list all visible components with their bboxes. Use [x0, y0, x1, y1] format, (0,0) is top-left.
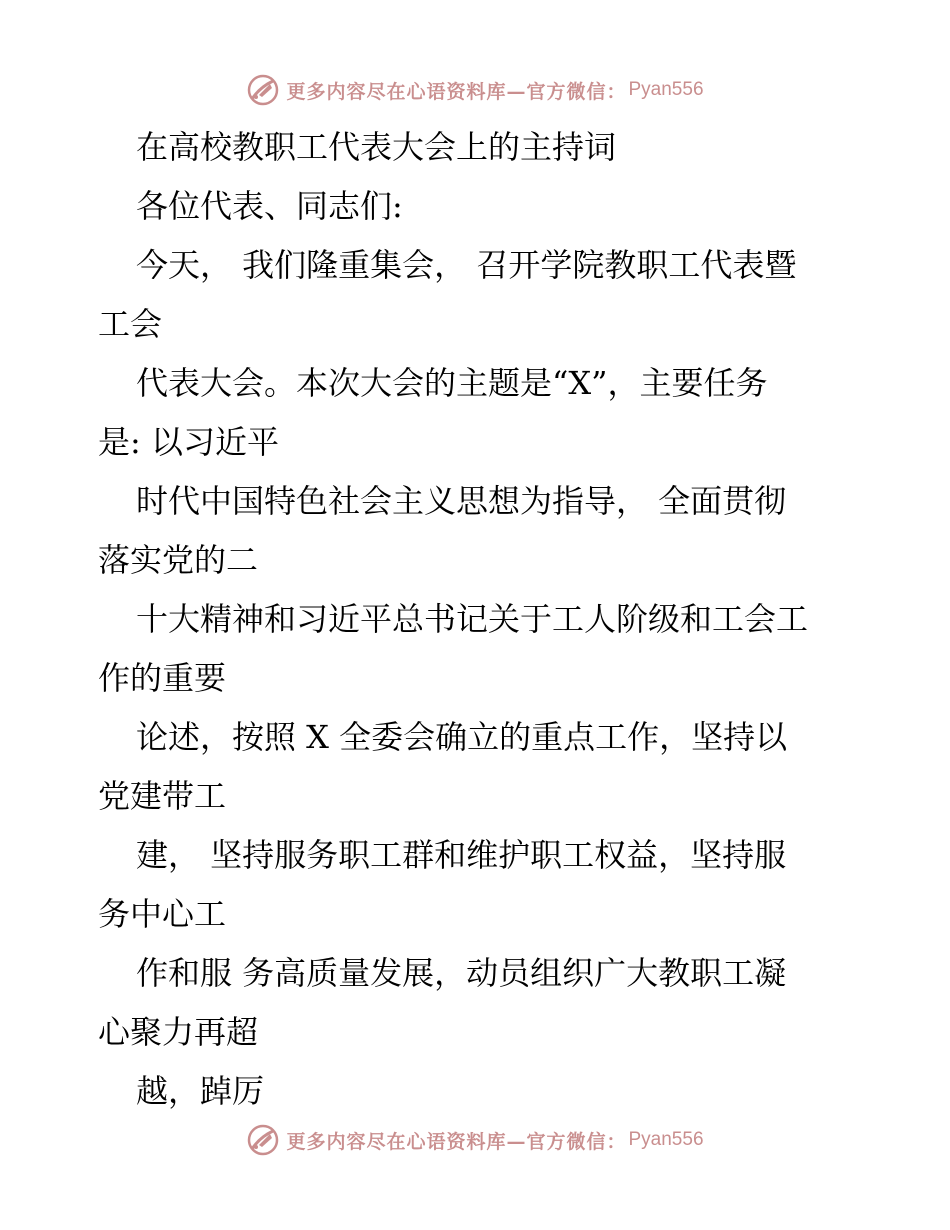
paragraph-line: 论述，按照 X 全委会确立的重点工作，坚持以 [136, 718, 788, 756]
paragraph-line: 工会 [98, 305, 163, 343]
banner-text: 更多内容尽在心语资料库—官方微信： [286, 1130, 627, 1153]
paragraph-line: 落实党的二 [98, 541, 259, 579]
pen-logo-icon [246, 73, 280, 107]
paragraph-line: 心聚力再超 [98, 1013, 259, 1051]
paragraph-line: 作的重要 [98, 659, 227, 697]
paragraph-line: 作和服 务高质量发展，动员组织广大教职工凝 [136, 954, 787, 992]
paragraph-line: 是: 以习近平 [98, 423, 279, 461]
paragraph-line: 建， 坚持服务职工群和维护职工权益，坚持服 [136, 836, 787, 874]
salutation: 各位代表、同志们: [136, 187, 403, 225]
footer-watermark-banner [0, 1120, 950, 1160]
paragraph-line: 党建带工 [98, 777, 227, 815]
paragraph-line: 今天， 我们隆重集会， 召开学院教职工代表暨 [136, 246, 797, 284]
wechat-id: Pyan556 [628, 79, 704, 100]
document-title: 在高校教职工代表大会上的主持词 [136, 128, 617, 166]
paragraph-line: 务中心工 [98, 895, 227, 933]
paragraph-line: 时代中国特色社会主义思想为指导， 全面贯彻 [136, 482, 787, 520]
header-watermark-banner [0, 70, 950, 110]
banner-text: 更多内容尽在心语资料库—官方微信： [286, 80, 627, 103]
document-body [98, 118, 858, 1121]
wechat-id: Pyan556 [628, 1129, 704, 1150]
pen-logo-icon [246, 1123, 280, 1157]
paragraph-line: 十大精神和习近平总书记关于工人阶级和工会工 [136, 600, 809, 638]
paragraph-line: 代表大会。本次大会的主题是“X”，主要任务 [136, 364, 768, 402]
paragraph-line: 越，踔厉 [136, 1072, 265, 1110]
